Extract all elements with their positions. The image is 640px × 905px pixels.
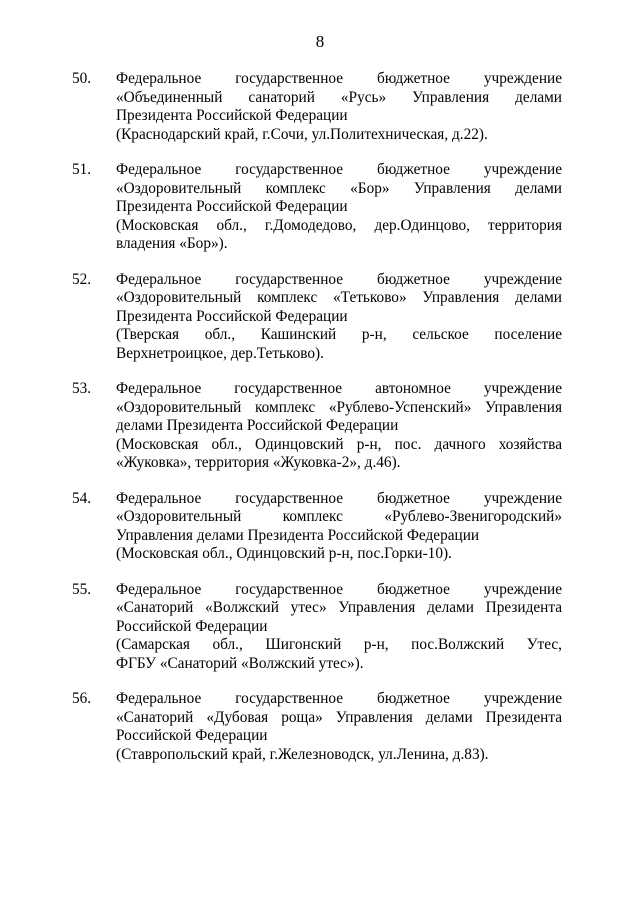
list-item [72,271,562,364]
institution-address-line: (Ставропольский край, г.Железноводск, ул.Ленина, д.83). [116,745,489,763]
list-item-number: 54. [72,489,92,507]
institution-name-line: Президента Российской Федерации [116,107,348,124]
list-item [72,70,562,144]
institution-address-line: (Краснодарский край, г.Сочи, ул.Политехническая, д.22). [116,125,488,143]
institution-name-line: «Оздоровительный комплекс «Тетьково» Управления делами [116,289,562,306]
institution-name-line: Российской Федерации [116,727,268,744]
list-item [72,161,562,254]
list-item-number: 50. [72,70,92,87]
list-item [72,490,562,564]
institution-name-line: Федеральное государственное бюджетное учреждение [116,70,562,87]
institution-name-line: Управления делами Президента Российской Федерации [116,526,480,544]
institution-address-line: владения «Бор»). [116,235,228,252]
institution-address-line: (Самарская обл., Шигонский р-н, пос.Волжский Утес, [116,636,562,653]
institution-address-line: ФГБУ «Санаторий «Волжский утес»). [116,654,364,672]
institution-name-line: Президента Российской Федерации [116,307,348,325]
institution-name-line: Федеральное государственное бюджетное учреждение [116,489,562,507]
institution-address-line: (Тверская обл., Кашинский р-н, сельское поселение [116,326,562,343]
institution-name-line: «Оздоровительный комплекс «Рублево-Звенигородский» [116,508,562,525]
institution-address-line: (Московская обл., Одинцовский р-н, пос.Горки-10). [116,545,452,562]
institution-name-line: делами Президента Российской Федерации [116,417,399,434]
list-item [72,380,562,473]
institution-name-line: Федеральное государственное бюджетное учреждение [116,270,562,288]
institution-name-line: «Санаторий «Дубовая роща» Управления делами Президента [116,708,562,726]
institution-name-line: «Санаторий «Волжский утес» Управления делами Президента [116,599,562,616]
list-item-number: 51. [72,161,92,178]
list-item-number: 52. [72,270,92,288]
list-item [72,690,562,764]
institution-name-line: Федеральное государственное бюджетное учреждение [116,161,562,178]
institution-name-line: Федеральное государственное бюджетное учреждение [116,580,562,598]
institution-list [72,70,562,781]
list-item [72,581,562,674]
list-item-number: 53. [72,380,92,397]
institution-address-line: «Жуковка», территория «Жуковка-2», д.46). [116,454,401,471]
institution-name-line: Федеральное государственное бюджетное учреждение [116,690,562,707]
institution-name-line: «Оздоровительный комплекс «Бор» Управления делами [116,179,562,197]
page-number: 8 [315,32,325,51]
institution-name-line: Президента Российской Федерации [116,198,348,215]
institution-name-line: Федеральное государственное автономное учреждение [116,380,562,397]
institution-name-line: «Объединенный санаторий «Русь» Управления делами [116,88,562,106]
institution-address-line: (Московская обл., г.Домодедово, дер.Одинцово, территория [116,216,562,234]
institution-name-line: «Оздоровительный комплекс «Рублево-Успенский» Управления [116,398,562,416]
institution-name-line: Российской Федерации [116,617,268,635]
list-item-number: 56. [72,690,92,707]
institution-address-line: Верхнетроицкое, дер.Тетьково). [116,344,324,362]
list-item-number: 55. [72,580,92,598]
institution-address-line: (Московская обл., Одинцовский р-н, пос. дачного хозяйства [116,435,562,453]
